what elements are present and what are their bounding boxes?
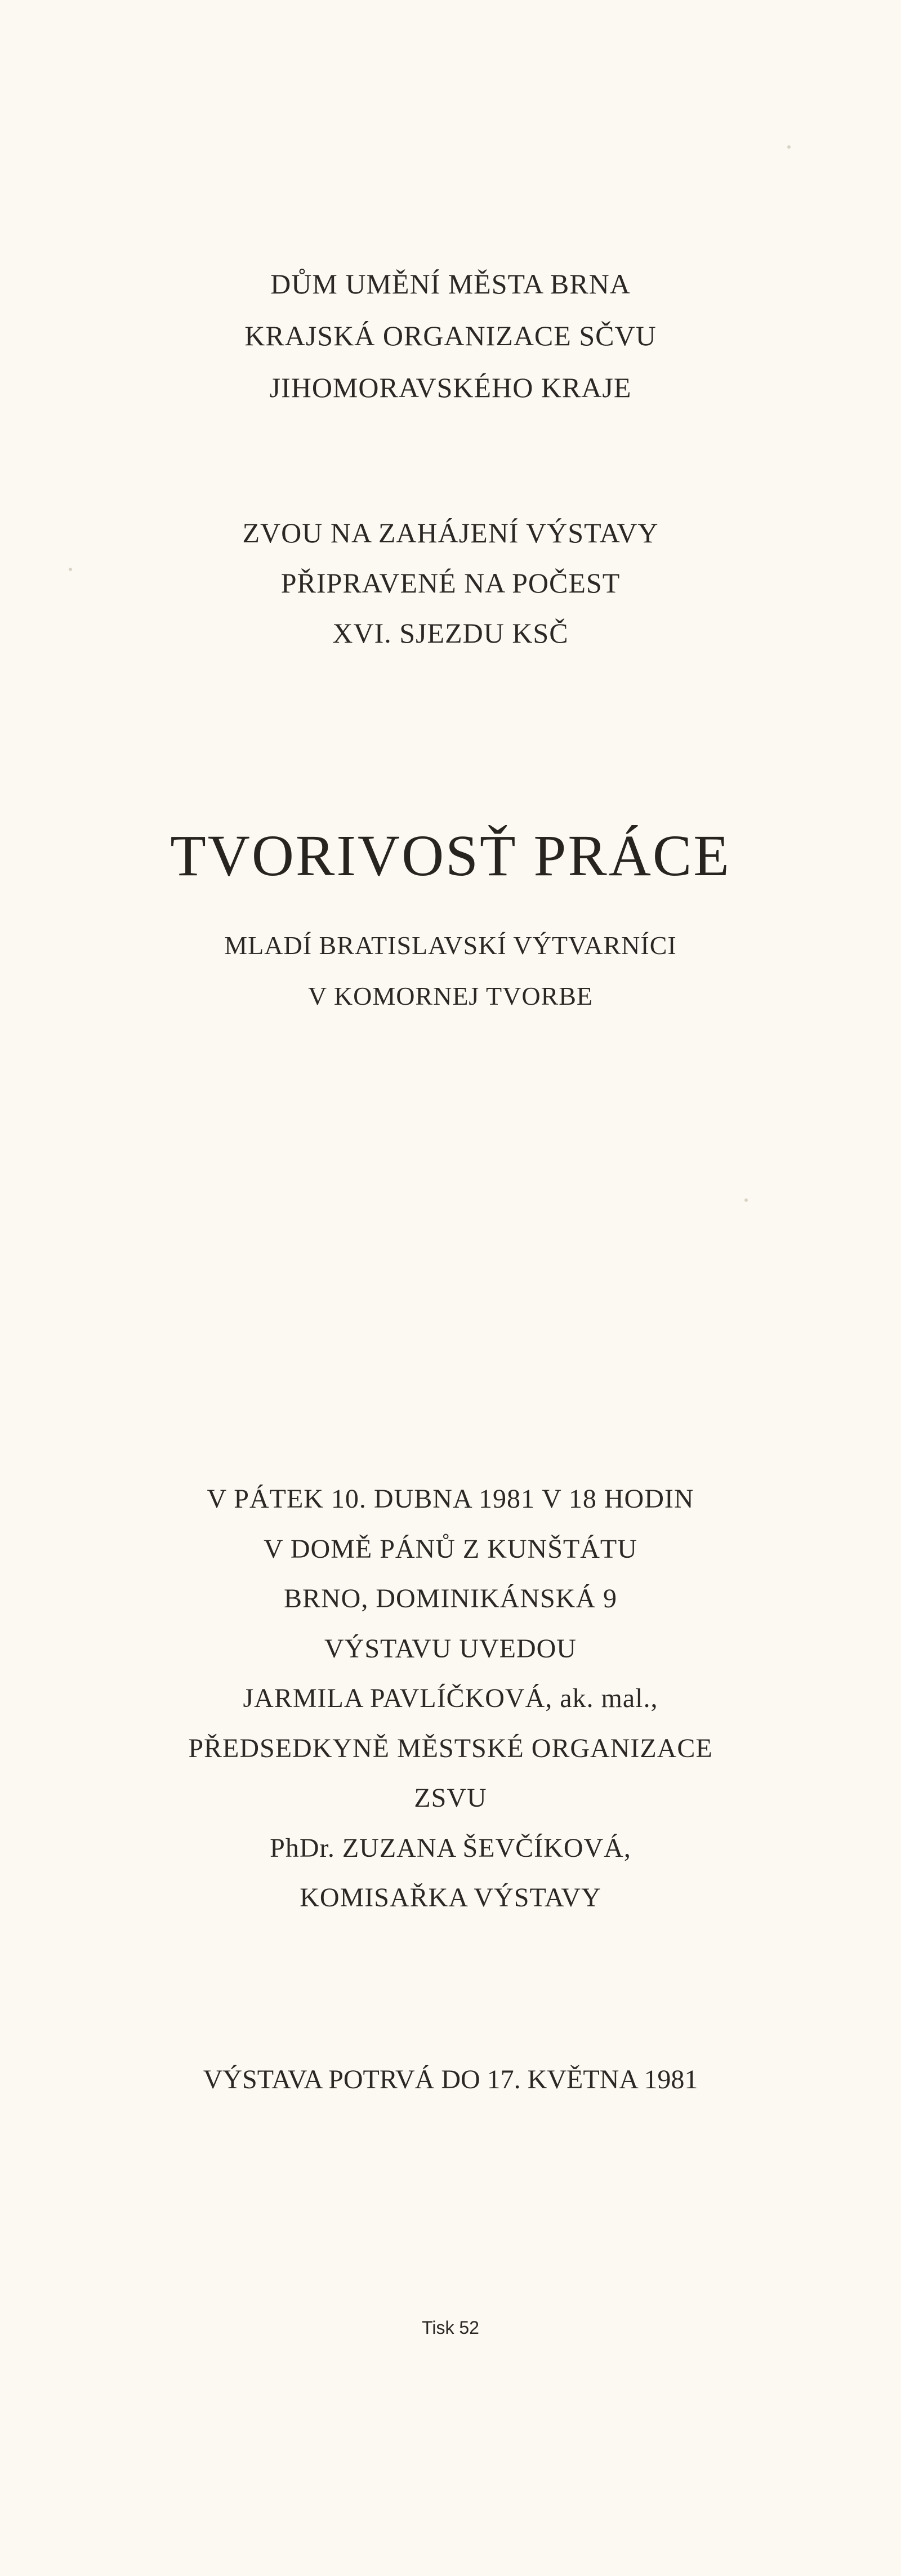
paper-speck <box>787 145 791 149</box>
paper-speck <box>744 1198 748 1202</box>
details-line: PhDr. ZUZANA ŠEVČÍKOVÁ, <box>270 1833 631 1863</box>
exhibition-duration: VÝSTAVA POTRVÁ DO 17. KVĚTNA 1981 <box>203 2065 698 2094</box>
paper-speck <box>69 568 72 571</box>
details-line: ZSVU <box>414 1783 487 1813</box>
details-line: KOMISAŘKA VÝSTAVY <box>300 1883 601 1913</box>
details-line: V PÁTEK 10. DUBNA 1981 V 18 HODIN <box>207 1484 694 1514</box>
invitation-line: ZVOU NA ZAHÁJENÍ VÝSTAVY <box>242 517 659 549</box>
organizer-line: JIHOMORAVSKÉHO KRAJE <box>269 372 632 403</box>
invitation-line: PŘIPRAVENÉ NA POČEST <box>280 567 621 599</box>
invitation-line: XVI. SJEZDU KSČ <box>332 617 569 649</box>
details-line: PŘEDSEDKYNĚ MĚSTSKÉ ORGANIZACE <box>188 1733 713 1763</box>
exhibition-title: TVORIVOSŤ PRÁCE <box>170 823 731 888</box>
details-line: BRNO, DOMINIKÁNSKÁ 9 <box>283 1584 617 1614</box>
details-line: JARMILA PAVLÍČKOVÁ, ak. mal., <box>243 1683 658 1713</box>
subtitle-line: MLADÍ BRATISLAVSKÍ VÝTVARNÍCI <box>224 931 677 960</box>
details-line: V DOMĚ PÁNŮ Z KUNŠTÁTU <box>264 1534 637 1564</box>
print-number: Tisk 52 <box>422 2317 479 2338</box>
invitation-text <box>0 508 901 658</box>
exhibition-subtitle <box>0 920 901 1022</box>
subtitle-line: V KOMORNEJ TVORBE <box>307 982 594 1010</box>
organizer-header <box>0 258 901 413</box>
organizer-line: DŮM UMĚNÍ MĚSTA BRNA <box>270 268 631 300</box>
details-line: VÝSTAVU UVEDOU <box>324 1633 577 1664</box>
event-details <box>0 1474 901 1923</box>
organizer-line: KRAJSKÁ ORGANIZACE SČVU <box>244 320 657 351</box>
